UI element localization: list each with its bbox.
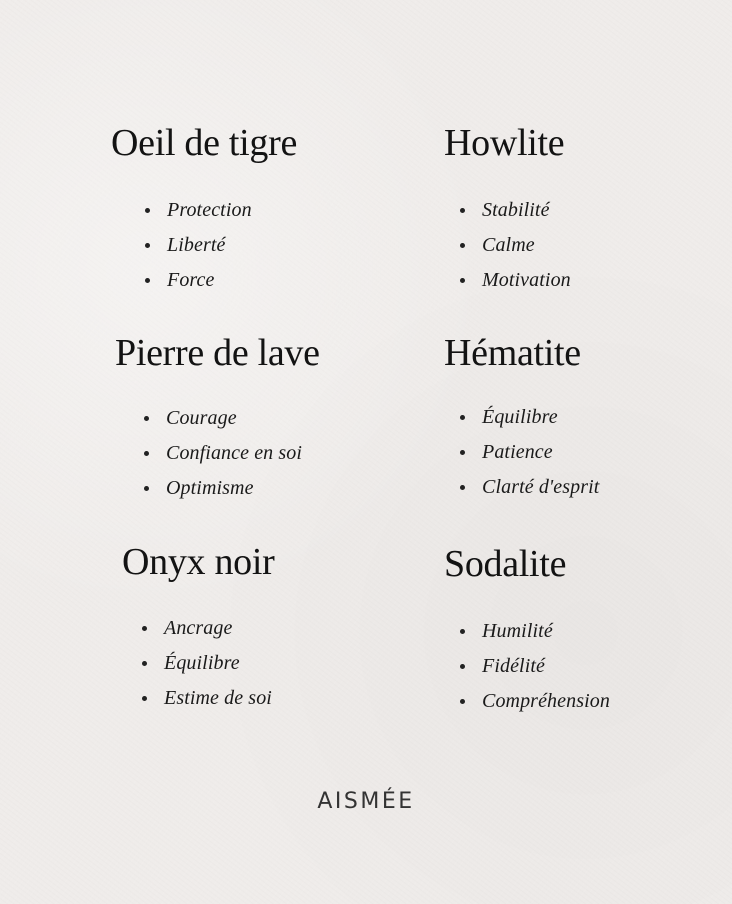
property-item bbox=[460, 263, 571, 298]
property-item bbox=[460, 614, 610, 649]
bullet-icon bbox=[460, 664, 465, 669]
property-item bbox=[145, 263, 252, 298]
bullet-icon bbox=[144, 486, 149, 491]
bullet-icon bbox=[460, 485, 465, 490]
property-label: Clarté d'esprit bbox=[482, 476, 600, 498]
bullet-icon bbox=[145, 243, 150, 248]
stone-card-pierre-de-lave bbox=[115, 331, 415, 499]
property-item bbox=[460, 228, 571, 263]
bullet-icon bbox=[145, 208, 150, 213]
stone-title: Sodalite bbox=[444, 543, 567, 585]
property-label: Protection bbox=[167, 199, 252, 221]
stone-title: Pierre de lave bbox=[115, 332, 320, 374]
property-item bbox=[460, 400, 599, 435]
property-item bbox=[145, 228, 252, 263]
property-label: Motivation bbox=[482, 269, 571, 291]
property-item bbox=[144, 471, 302, 506]
bullet-icon bbox=[460, 415, 465, 420]
bullet-icon bbox=[460, 629, 465, 634]
bullet-icon bbox=[142, 661, 147, 666]
property-label: Optimisme bbox=[166, 477, 254, 499]
stone-card-howlite bbox=[444, 121, 732, 291]
stone-title: Hématite bbox=[444, 332, 581, 374]
property-list bbox=[144, 401, 302, 506]
property-label: Calme bbox=[482, 234, 535, 256]
property-item bbox=[460, 193, 571, 228]
property-label: Ancrage bbox=[164, 617, 233, 639]
property-label: Patience bbox=[482, 441, 553, 463]
property-label: Courage bbox=[166, 407, 237, 429]
stone-card-hematite bbox=[444, 331, 732, 498]
stone-card-oeil-de-tigre bbox=[111, 121, 411, 291]
property-label: Fidélité bbox=[482, 655, 545, 677]
property-item bbox=[144, 401, 302, 436]
property-item bbox=[460, 684, 610, 719]
bullet-icon bbox=[142, 696, 147, 701]
property-list bbox=[145, 193, 252, 298]
bullet-icon bbox=[144, 451, 149, 456]
stone-title: Howlite bbox=[444, 122, 565, 164]
property-item bbox=[460, 649, 610, 684]
property-list bbox=[460, 614, 610, 719]
bullet-icon bbox=[460, 243, 465, 248]
property-label: Compréhension bbox=[482, 690, 610, 712]
property-label: Stabilité bbox=[482, 199, 550, 221]
property-item bbox=[144, 436, 302, 471]
bullet-icon bbox=[145, 278, 150, 283]
property-item bbox=[142, 646, 272, 681]
bullet-icon bbox=[142, 626, 147, 631]
brand-logo: AISMÉE bbox=[317, 789, 415, 814]
property-label: Confiance en soi bbox=[166, 442, 303, 464]
property-label: Équilibre bbox=[164, 652, 240, 674]
property-list bbox=[460, 193, 571, 298]
bullet-icon bbox=[144, 416, 149, 421]
stone-title: Onyx noir bbox=[122, 541, 275, 583]
bullet-icon bbox=[460, 208, 465, 213]
property-label: Estime de soi bbox=[164, 687, 272, 709]
stone-card-onyx-noir bbox=[122, 540, 422, 709]
stone-card-sodalite bbox=[444, 542, 732, 712]
property-item bbox=[460, 470, 599, 505]
property-label: Humilité bbox=[482, 620, 553, 642]
bullet-icon bbox=[460, 699, 465, 704]
property-list bbox=[142, 611, 272, 716]
property-label: Équilibre bbox=[482, 406, 558, 428]
property-item bbox=[460, 435, 599, 470]
property-label: Force bbox=[167, 269, 215, 291]
stone-title: Oeil de tigre bbox=[111, 122, 298, 164]
property-item bbox=[142, 681, 272, 716]
property-list bbox=[460, 400, 599, 505]
property-item bbox=[142, 611, 272, 646]
bullet-icon bbox=[460, 450, 465, 455]
property-item bbox=[145, 193, 252, 228]
property-label: Liberté bbox=[167, 234, 226, 256]
bullet-icon bbox=[460, 278, 465, 283]
